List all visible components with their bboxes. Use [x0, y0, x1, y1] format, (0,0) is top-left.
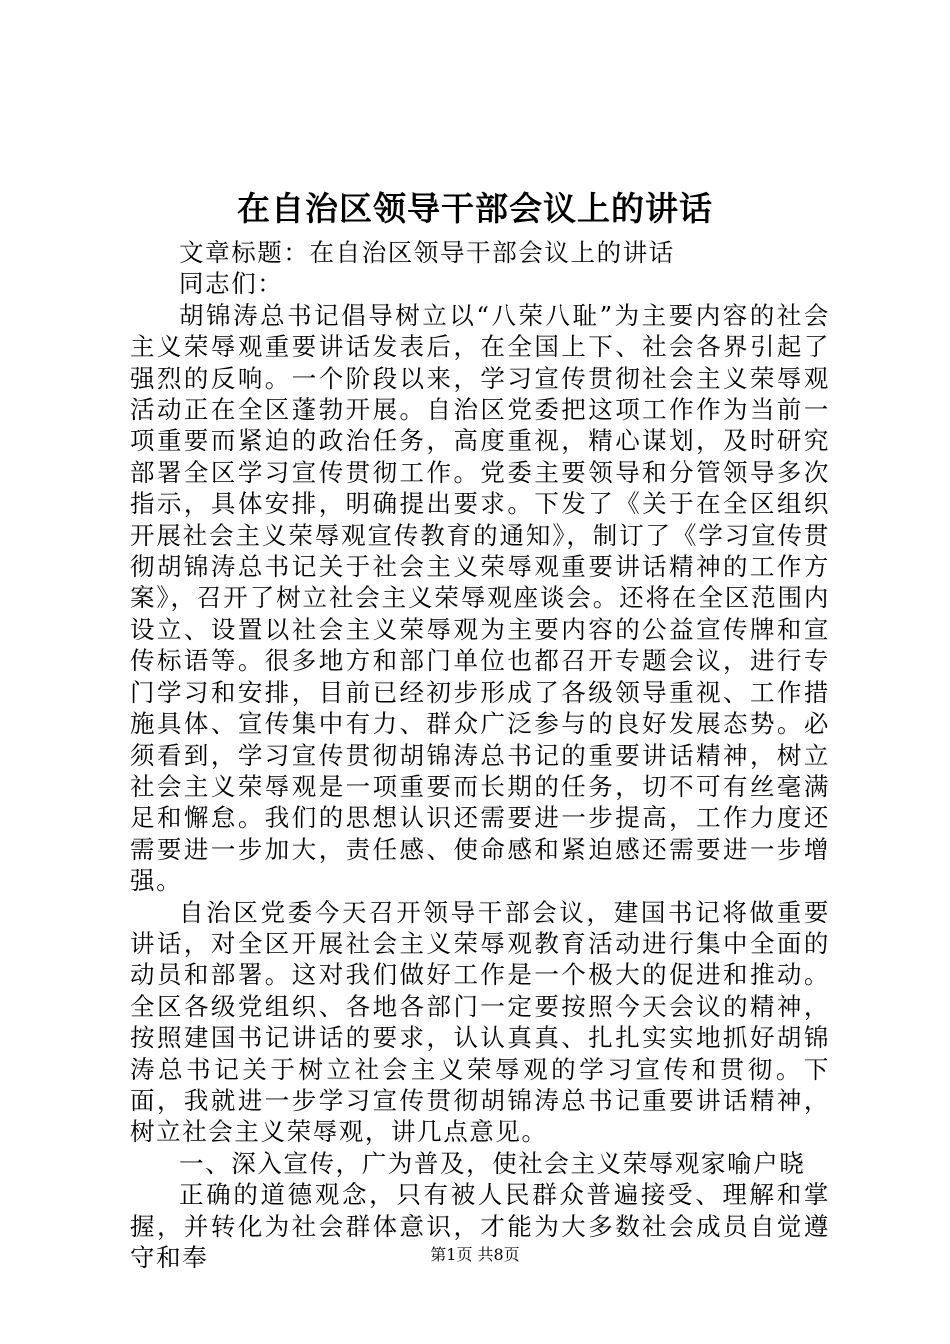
page-footer	[0, 1244, 950, 1266]
document-title: 在自治区领导干部会议上的讲话	[237, 189, 713, 228]
body-paragraph: 正确的道德观念，只有被人民群众普遍接受、理解和掌握，并转化为社会群体意识，才能为大多数社会成员自觉遵守和奉	[130, 1180, 830, 1272]
section-heading: 一、深入宣传，广为普及，使社会主义荣辱观家喻户晓	[179, 1148, 806, 1178]
salutation: 同志们：	[179, 269, 284, 299]
body-paragraph: 自治区党委今天召开领导干部会议，建国书记将做重要讲话，对全区开展社会主义荣辱观教育活动进行集中全面的动员和部署。这对我们做好工作是一个极大的促进和推动。全区各级党组织、各地各部门一定要按照今天会议的精神，按照建国书记讲话的要求，认认真真、扎扎实实地抓好胡锦涛总书记关于树立社会主义荣辱观的学习宣传和贯彻。下面，我就进一步学习宣传贯彻胡锦涛总书记重要讲话精神，树立社会主义荣辱观，讲几点意见。	[130, 897, 830, 1147]
article-title-line: 文章标题：在自治区领导干部会议上的讲话	[179, 238, 675, 267]
page-indicator: 第1页 共8页	[430, 1245, 520, 1264]
body-paragraph: 胡锦涛总书记倡导树立以“八荣八耻”为主要内容的社会主义荣辱观重要讲话发表后，在全国上下、社会各界引起了强烈的反响。一个阶段以来，学习宣传贯彻社会主义荣辱观活动正在全区蓬勃开展。自治区党委把这项工作作为当前一项重要而紧迫的政治任务，高度重视，精心谋划，及时研究部署全区学习宣传贯彻工作。党委主要领导和分管领导多次指示，具体安排，明确提出要求。下发了《关于在全区组织开展社会主义荣辱观宣传教育的通知》，制订了《学习宣传贯彻胡锦涛总书记关于社会主义荣辱观重要讲话精神的工作方案》，召开了树立社会主义荣辱观座谈会。还将在全区范围内设立、设置以社会主义荣辱观为主要内容的公益宣传牌和宣传标语等。很多地方和部门单位也都召开专题会议，进行专门学习和安排，目前已经初步形成了各级领导重视、工作措施具体、宣传集中有力、群众广泛参与的良好发展态势。必须看到，学习宣传贯彻胡锦涛总书记的重要讲话精神，树立社会主义荣辱观是一项重要而长期的任务，切不可有丝毫满足和懈怠。我们的思想认识还需要进一步提高，工作力度还需要进一步加大，责任感、使命感和紧迫感还需要进一步增强。	[130, 300, 830, 896]
document-body	[130, 237, 830, 1273]
